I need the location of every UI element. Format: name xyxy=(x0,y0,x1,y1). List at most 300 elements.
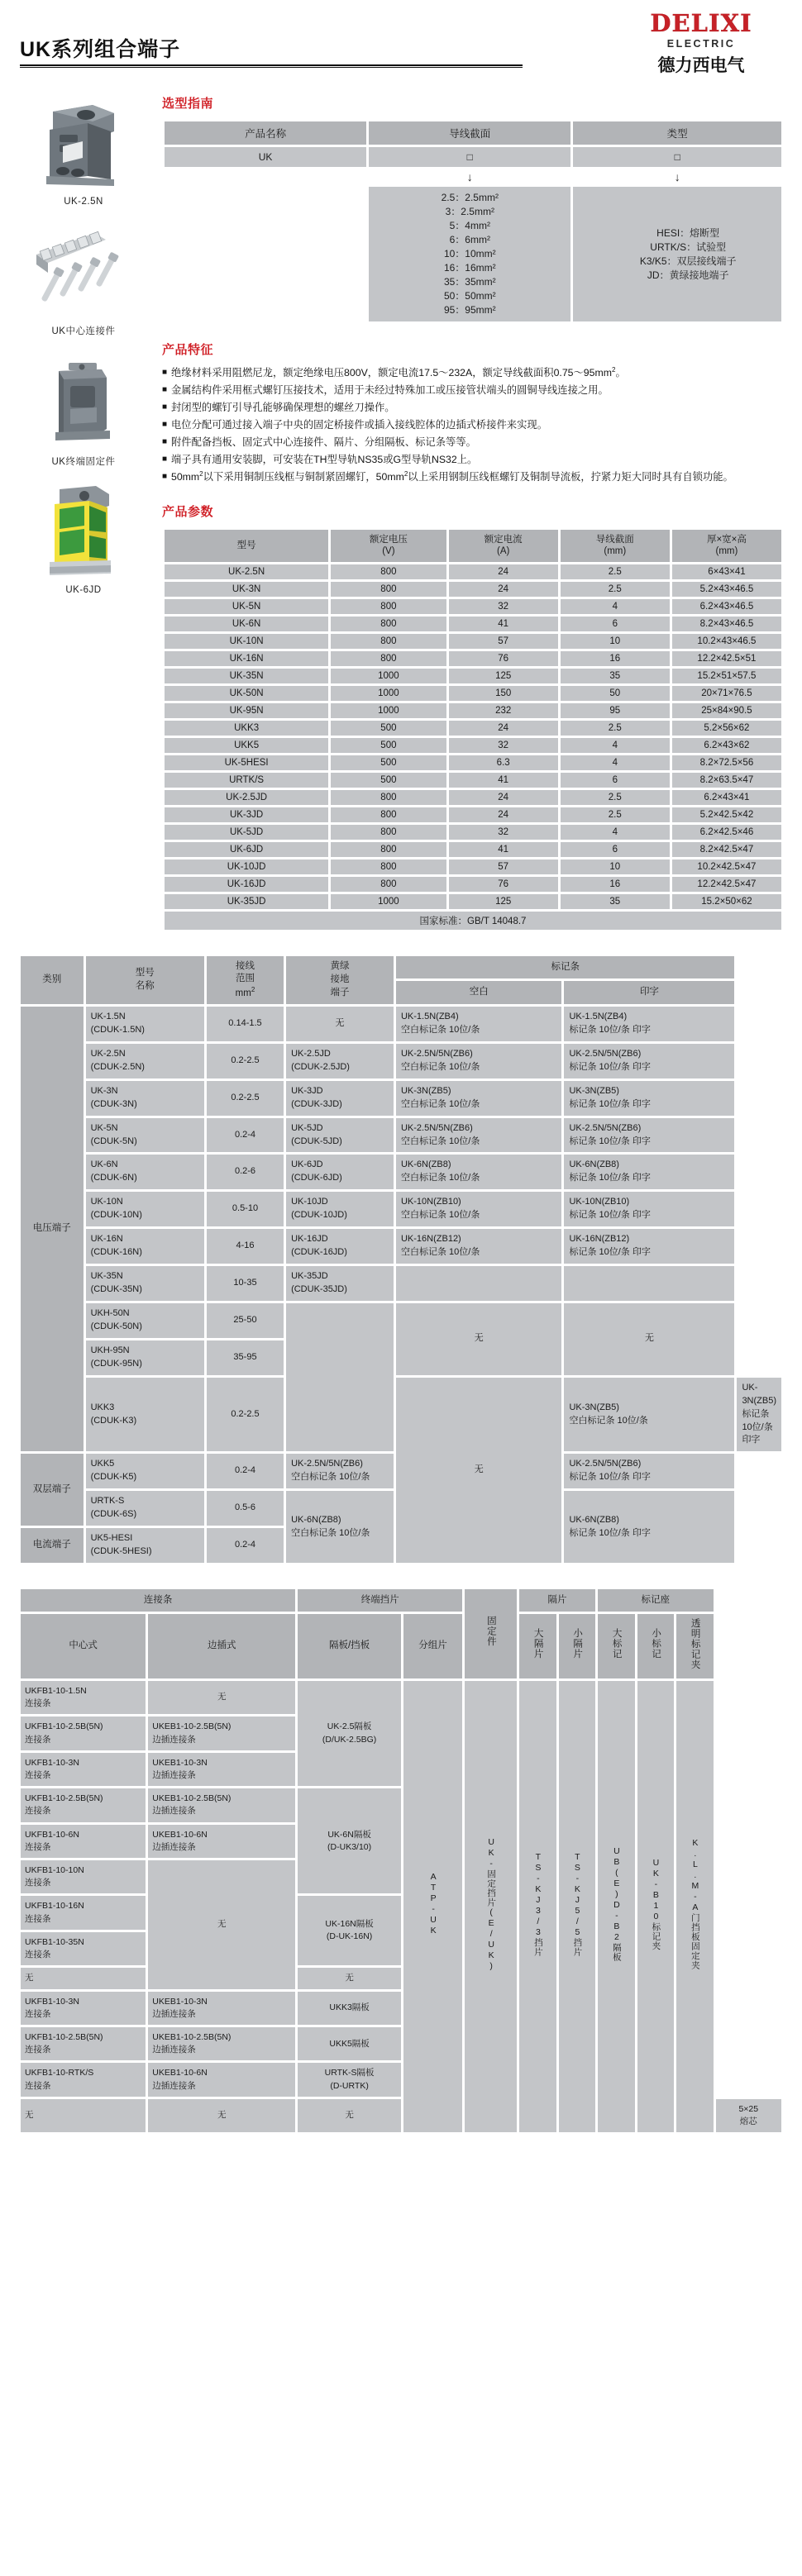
param-cell: 12.2×42.5×51 xyxy=(672,651,781,666)
table-row xyxy=(165,169,781,184)
param-cell: 95 xyxy=(561,703,670,718)
center-connector-photo-icon xyxy=(18,221,149,319)
th-marker-holder: 标记座 xyxy=(598,1589,714,1612)
table-row xyxy=(165,564,781,579)
accessory-table-section xyxy=(0,1587,802,2155)
param-cell: 4 xyxy=(561,599,670,614)
marker-blank: UK-6N(ZB8) 空白标记条 10位/条 xyxy=(396,1155,561,1189)
th-marker-strip: 标记条 xyxy=(396,956,734,979)
param-cell: 25×84×90.5 xyxy=(672,703,781,718)
content-column xyxy=(149,94,784,949)
model-name: UK-1.5N (CDUK-1.5N) xyxy=(86,1007,204,1041)
wire-range: 0.2-2.5 xyxy=(207,1044,284,1078)
fixing-part-spec: UK-固定挡片(E/UK) xyxy=(465,1681,517,2132)
spacer-cell xyxy=(165,169,366,184)
marker-printed: UK-2.5N/5N(ZB6) 标记条 10位/条 印字 xyxy=(564,1118,734,1153)
ground-terminal xyxy=(286,1303,394,1451)
marker-blank: UK-2.5N/5N(ZB6) 空白标记条 10位/条 xyxy=(286,1454,394,1488)
brand-subtitle: ELECTRIC xyxy=(666,38,736,50)
connector-side-model: 无 xyxy=(148,2099,295,2132)
model-name: UK-5N (CDUK-5N) xyxy=(86,1118,204,1153)
connector-side-model: UKEB1-10-3N 边插连接条 xyxy=(148,1992,295,2025)
ground-terminal: UK-5JD (CDUK-5JD) xyxy=(286,1118,394,1153)
wire-range: 0.2-4 xyxy=(207,1454,284,1488)
feature-item: ■ 附件配备挡板、固定式中心连接件、隔片、分组隔板、标记条等等。 xyxy=(162,436,476,448)
model-name: UKH-95N (CDUK-95N) xyxy=(86,1340,204,1375)
param-cell: 10.2×42.5×47 xyxy=(672,859,781,874)
param-cell: UK-6N xyxy=(165,617,328,631)
marker-blank: UK-1.5N(ZB4) 空白标记条 10位/条 xyxy=(396,1007,561,1041)
terminal-category: 双层端子 xyxy=(21,1454,84,1526)
product-caption: UK终端固定件 xyxy=(51,457,116,467)
spacer-cell xyxy=(165,187,366,321)
th-ground-terminal: 黄绿 接地 端子 xyxy=(286,956,394,1004)
param-cell: 800 xyxy=(331,634,446,649)
param-cell: UK-2.5JD xyxy=(165,790,328,805)
terminal-category: 电压端子 xyxy=(21,1007,84,1451)
terminal-block-photo-icon xyxy=(18,94,149,192)
model-name: UKK3 (CDUK-K3) xyxy=(86,1378,204,1452)
param-cell: 1000 xyxy=(331,686,446,701)
param-cell: UK-10JD xyxy=(165,859,328,874)
th-marker-printed: 印字 xyxy=(564,981,734,1004)
table-row xyxy=(165,721,781,736)
param-cell: 41 xyxy=(449,842,558,857)
connector-center-model: 无 xyxy=(21,1968,146,1988)
param-cell: UK-95N xyxy=(165,703,328,718)
model-name: URTK-S (CDUK-6S) xyxy=(86,1491,204,1526)
param-cell: UKK5 xyxy=(165,738,328,753)
model-name: UK-6N (CDUK-6N) xyxy=(86,1155,204,1189)
feature-item: ■ $50mm^2$以下采用铜制压线框与铜制紧固螺钉，$50mm^2$以上采用钢制压线框螺钉及铜制导流板，拧紧力矩大同时具有自锁功能。 xyxy=(162,469,733,483)
th-big-marker: 大标记 xyxy=(598,1614,635,1678)
model-name: UK5-HESI (CDUK-5HESI) xyxy=(86,1528,204,1563)
wire-range: 25-50 xyxy=(207,1303,284,1338)
param-cell: 41 xyxy=(449,773,558,788)
param-cell: 4 xyxy=(561,755,670,770)
param-cell: UK-16N xyxy=(165,651,328,666)
table-row xyxy=(165,121,781,145)
connector-center-model: UKFB1-10-35N 连接条 xyxy=(21,1932,146,1965)
marker-printed: UK-3N(ZB5) 标记条 10位/条 印字 xyxy=(564,1081,734,1116)
param-cell: 5.2×43×46.5 xyxy=(672,582,781,597)
marker-blank xyxy=(396,1266,561,1301)
table-row xyxy=(165,877,781,892)
parameters-table xyxy=(162,527,784,932)
param-cell: 500 xyxy=(331,738,446,753)
product-caption: UK中心连接件 xyxy=(51,326,116,336)
param-cell: 6.2×43×62 xyxy=(672,738,781,753)
selection-guide-title: 选型指南 xyxy=(162,97,214,111)
table-row xyxy=(165,582,781,597)
param-cell: 50 xyxy=(561,686,670,701)
connector-center-model: UKFB1-10-10N 连接条 xyxy=(21,1860,146,1893)
th-category: 类别 xyxy=(21,956,84,1004)
connector-side-model: UKEB1-10-6N 边插连接条 xyxy=(148,2063,295,2096)
th-marker-blank: 空白 xyxy=(396,981,561,1004)
th-model: 型号 名称 xyxy=(86,956,204,1004)
th-wire-range: 接线 范围 $mm^2$ xyxy=(207,956,284,1004)
param-cell: 2.5 xyxy=(561,807,670,822)
barrier-plate-model: UK-16N隔板 (D-UK-16N) xyxy=(298,1896,401,1965)
param-cell: 6.2×43×41 xyxy=(672,790,781,805)
param-cell: 24 xyxy=(449,721,558,736)
legend-line: 16：16mm² xyxy=(443,262,496,274)
table-row xyxy=(165,755,781,770)
wire-range: 10-35 xyxy=(207,1266,284,1301)
marker-blank: UK-3N(ZB5) 空白标记条 10位/条 xyxy=(396,1081,561,1116)
page-header xyxy=(0,0,802,79)
bullet-icon: ■ xyxy=(162,385,168,395)
terminal-table xyxy=(18,954,784,1565)
barrier-plate-model: 无 xyxy=(298,2099,401,2132)
th-small-marker: 小标记 xyxy=(637,1614,675,1678)
connector-side-model: UKEB1-10-2.5B(5N) 边插连接条 xyxy=(148,2027,295,2060)
table-row xyxy=(165,147,781,167)
connector-center-model: 无 xyxy=(21,2099,146,2132)
content-body xyxy=(0,79,802,949)
param-cell: 24 xyxy=(449,807,558,822)
guide-value-wire: □ xyxy=(369,147,570,167)
connector-side-model: UKEB1-10-3N 边插连接条 xyxy=(148,1753,295,1786)
legend-line: 2.5：2.5mm² xyxy=(441,192,499,203)
connector-center-model: UKFB1-10-3N 连接条 xyxy=(21,1753,146,1786)
param-cell: 1000 xyxy=(331,669,446,683)
param-cell: 6.3 xyxy=(449,755,558,770)
table-row xyxy=(21,1681,781,1714)
features-title: 产品特征 xyxy=(162,343,214,358)
param-cell: 8.2×43×46.5 xyxy=(672,617,781,631)
param-cell: 2.5 xyxy=(561,790,670,805)
legend-line: JD：黄绿接地端子 xyxy=(647,269,729,281)
table-row xyxy=(21,1044,781,1078)
param-cell: UK-5N xyxy=(165,599,328,614)
param-cell: 12.2×42.5×47 xyxy=(672,877,781,892)
param-cell: UK-3JD xyxy=(165,807,328,822)
table-row xyxy=(165,807,781,822)
product-figure xyxy=(18,352,149,468)
brand-wordmark: DELIXI xyxy=(650,9,752,37)
param-cell: UK-16JD xyxy=(165,877,328,892)
table-row xyxy=(165,634,781,649)
legend-line: 3：2.5mm² xyxy=(445,206,494,218)
accessory-table xyxy=(18,1587,784,2135)
param-cell: UK-2.5N xyxy=(165,564,328,579)
product-image-column xyxy=(18,94,149,949)
group-piece-spec: ATP-UK xyxy=(403,1681,462,2132)
table-row xyxy=(21,1229,781,1264)
wire-range: 4-16 xyxy=(207,1229,284,1264)
terminal-category: 电流端子 xyxy=(21,1528,84,1563)
barrier-plate-model: UK-2.5隔板 (D/UK-2.5BG) xyxy=(298,1681,401,1786)
th-big-separator: 大隔片 xyxy=(519,1614,556,1678)
param-cell: UK-5HESI xyxy=(165,755,328,770)
table-row xyxy=(165,669,781,683)
table-row xyxy=(21,1303,781,1338)
model-name: UKK5 (CDUK-K5) xyxy=(86,1454,204,1488)
connector-side-model: 无 xyxy=(148,1681,295,1714)
marker-printed: UK-16N(ZB12) 标记条 10位/条 印字 xyxy=(564,1229,734,1264)
connector-side-model: UKEB1-10-6N 边插连接条 xyxy=(148,1825,295,1858)
product-figure xyxy=(18,483,149,595)
param-cell: UK-5JD xyxy=(165,825,328,840)
table-row xyxy=(21,1378,781,1452)
param-cell: 800 xyxy=(331,842,446,857)
small-separator-spec: TS-KJ5/5挡片 xyxy=(559,1681,596,2132)
marker-printed: UK-6N(ZB8) 标记条 10位/条 印字 xyxy=(564,1155,734,1189)
param-cell: 500 xyxy=(331,773,446,788)
table-row xyxy=(165,842,781,857)
param-cell: 20×71×76.5 xyxy=(672,686,781,701)
param-cell: 10 xyxy=(561,859,670,874)
table-row xyxy=(165,187,781,321)
table-row xyxy=(165,651,781,666)
bullet-icon: ■ xyxy=(162,368,168,378)
param-cell: 16 xyxy=(561,877,670,892)
wire-range: 0.14-1.5 xyxy=(207,1007,284,1041)
clear-marker-clip-spec: K.L.M-A门挡板固定夹 xyxy=(676,1681,714,2132)
param-cell: 15.2×50×62 xyxy=(672,894,781,909)
param-cell: 32 xyxy=(449,599,558,614)
marker-blank: UK-2.5N/5N(ZB6) 空白标记条 10位/条 xyxy=(396,1044,561,1078)
marker-blank: UK-16N(ZB12) 空白标记条 10位/条 xyxy=(396,1229,561,1264)
wire-range: 0.2-2.5 xyxy=(207,1081,284,1116)
param-cell: 24 xyxy=(449,564,558,579)
param-cell: 32 xyxy=(449,825,558,840)
marker-printed: UK-10N(ZB10) 标记条 10位/条 印字 xyxy=(564,1192,734,1226)
connector-center-model: UKFB1-10-6N 连接条 xyxy=(21,1825,146,1858)
feature-item: ■ 端子具有通用安装脚，可安装在TH型导轨NS35或G型导轨NS32上。 xyxy=(162,453,478,465)
param-cell: 24 xyxy=(449,790,558,805)
param-cell: 8.2×72.5×56 xyxy=(672,755,781,770)
table-row xyxy=(21,1155,781,1189)
model-name: UK-10N (CDUK-10N) xyxy=(86,1192,204,1226)
table-row xyxy=(21,1192,781,1226)
th-fixing-part: 固定件 xyxy=(465,1589,517,1678)
table-row xyxy=(165,790,781,805)
param-cell: 2.5 xyxy=(561,582,670,597)
connector-side-model: UKEB1-10-2.5B(5N) 边插连接条 xyxy=(148,1788,295,1821)
param-cell: UK-10N xyxy=(165,634,328,649)
brand-chinese-name: 德力西电气 xyxy=(657,56,745,75)
param-cell: 800 xyxy=(331,859,446,874)
param-cell: 41 xyxy=(449,617,558,631)
param-cell: 2.5 xyxy=(561,721,670,736)
connector-center-model: UKFB1-10-2.5B(5N) 连接条 xyxy=(21,1788,146,1821)
param-cell: 500 xyxy=(331,721,446,736)
th-group-piece: 分组片 xyxy=(403,1614,462,1678)
wire-range: 0.2-6 xyxy=(207,1155,284,1189)
page-title: UK系列组合端子 xyxy=(20,38,181,61)
param-cell: 500 xyxy=(331,755,446,770)
param-cell: 800 xyxy=(331,877,446,892)
model-name: UKH-50N (CDUK-50N) xyxy=(86,1303,204,1338)
marker-printed: UK-1.5N(ZB4) 标记条 10位/条 印字 xyxy=(564,1007,734,1041)
wire-range: 0.5-6 xyxy=(207,1491,284,1526)
ground-terminal: UK-2.5JD (CDUK-2.5JD) xyxy=(286,1044,394,1078)
terminal-table-section xyxy=(0,954,802,1565)
table-row xyxy=(165,894,781,909)
ground-terminal: UK-10JD (CDUK-10JD) xyxy=(286,1192,394,1226)
param-col-header: 导线截面 (mm) xyxy=(561,530,670,562)
feature-item: ■ 金属结构件采用框式螺钉压接技术，适用于未经过特殊加工或压接管状端头的圆铜导线连接之用。 xyxy=(162,384,609,397)
param-cell: 6 xyxy=(561,617,670,631)
param-cell: 57 xyxy=(449,634,558,649)
legend-line: 10：10mm² xyxy=(443,248,496,260)
marker-printed: UK-3N(ZB5) 标记条 10位/条 印字 xyxy=(737,1378,781,1452)
end-bracket-photo-icon xyxy=(18,352,149,450)
ground-terminal: UK-3JD (CDUK-3JD) xyxy=(286,1081,394,1116)
param-cell: 8.2×42.5×47 xyxy=(672,842,781,857)
guide-value-product: UK xyxy=(165,147,366,167)
connector-center-model: UKFB1-10-3N 连接条 xyxy=(21,1992,146,2025)
param-cell: 6.2×43×46.5 xyxy=(672,599,781,614)
param-col-header: 厚×宽×高 (mm) xyxy=(672,530,781,562)
param-cell: UK-3N xyxy=(165,582,328,597)
small-marker-spec: UK-B10标记夹 xyxy=(637,1681,675,2132)
features-section xyxy=(162,340,784,486)
marker-blank: UK-10N(ZB10) 空白标记条 10位/条 xyxy=(396,1192,561,1226)
wire-section-legend xyxy=(369,187,570,321)
param-cell: 6 xyxy=(561,773,670,788)
wire-range: 35-95 xyxy=(207,1340,284,1375)
parameters-section xyxy=(162,502,784,932)
wire-range: 0.2-4 xyxy=(207,1528,284,1563)
product-caption: UK-2.5N xyxy=(64,197,103,207)
th-center-type: 中心式 xyxy=(21,1614,146,1678)
param-cell: 6.2×42.5×46 xyxy=(672,825,781,840)
table-row xyxy=(165,686,781,701)
param-cell: UK-35JD xyxy=(165,894,328,909)
connector-center-model: UKFB1-10-RTK/S 连接条 xyxy=(21,2063,146,2096)
param-cell: 8.2×63.5×47 xyxy=(672,773,781,788)
param-cell: 76 xyxy=(449,651,558,666)
param-cell: 1000 xyxy=(331,894,446,909)
table-header-row xyxy=(165,530,781,562)
legend-line: 6：6mm² xyxy=(449,234,490,246)
param-cell: 10 xyxy=(561,634,670,649)
ground-terminal: 无 xyxy=(286,1007,394,1041)
model-name: UK-16N (CDUK-16N) xyxy=(86,1229,204,1264)
big-separator-spec: TS-KJ3/3挡片 xyxy=(519,1681,556,2132)
th-separator: 隔片 xyxy=(519,1589,595,1612)
features-list xyxy=(162,365,784,486)
guide-header-product: 产品名称 xyxy=(165,121,366,145)
selection-guide-table xyxy=(162,119,784,324)
table-row xyxy=(165,825,781,840)
down-arrow-icon: ↓ xyxy=(466,170,473,183)
model-name: UK-2.5N (CDUK-2.5N) xyxy=(86,1044,204,1078)
th-connector-bar: 连接条 xyxy=(21,1589,295,1612)
param-cell: 1000 xyxy=(331,703,446,718)
param-cell: 76 xyxy=(449,877,558,892)
legend-line: 5：4mm² xyxy=(449,220,490,232)
feature-item: ■ 电位分配可通过接入端子中央的固定桥接件或插入接线腔体的边插式桥接件来实现。 xyxy=(162,419,547,431)
selection-guide-section xyxy=(162,94,784,324)
param-cell: 800 xyxy=(331,651,446,666)
table-header-row xyxy=(21,1614,781,1678)
param-cell: UK-35N xyxy=(165,669,328,683)
wire-range: 0.2-4 xyxy=(207,1118,284,1153)
table-row xyxy=(21,1266,781,1301)
feature-item: ■ 封闭型的螺钉引导孔能够确保理想的螺丝刀操作。 xyxy=(162,402,395,414)
param-cell: 800 xyxy=(331,564,446,579)
ground-terminal-photo-icon xyxy=(18,483,149,580)
brand-logo xyxy=(618,9,784,77)
fuse-core-spec: 5×25 熔芯 xyxy=(716,2099,781,2132)
bullet-icon: ■ xyxy=(162,420,168,430)
param-cell: 800 xyxy=(331,617,446,631)
parameters-title: 产品参数 xyxy=(162,504,214,519)
barrier-plate-model: UKK5隔板 xyxy=(298,2027,401,2060)
legend-line: K3/K5：双层接线端子 xyxy=(639,255,737,267)
th-small-separator: 小隔片 xyxy=(559,1614,596,1678)
param-cell: 125 xyxy=(449,894,558,909)
ground-terminal: UK-6JD (CDUK-6JD) xyxy=(286,1155,394,1189)
marker-printed: UK-2.5N/5N(ZB6) 标记条 10位/条 印字 xyxy=(564,1454,734,1488)
bullet-icon: ■ xyxy=(162,437,168,446)
marker-printed: UK-2.5N/5N(ZB6) 标记条 10位/条 印字 xyxy=(564,1044,734,1078)
param-cell: 6×43×41 xyxy=(672,564,781,579)
param-cell: 5.2×42.5×42 xyxy=(672,807,781,822)
marker-printed xyxy=(564,1266,734,1301)
marker-blank: UK-3N(ZB5) 空白标记条 10位/条 xyxy=(564,1378,734,1452)
product-figure xyxy=(18,221,149,337)
wire-range: 0.2-2.5 xyxy=(207,1378,284,1452)
big-marker-spec: UB(E)D-B2隔板 xyxy=(598,1681,635,2132)
table-header-row xyxy=(21,1589,781,1612)
param-cell: 4 xyxy=(561,738,670,753)
param-cell: 24 xyxy=(449,582,558,597)
ground-terminal: 无 xyxy=(396,1378,561,1563)
marker-blank: UK-2.5N/5N(ZB6) 空白标记条 10位/条 xyxy=(396,1118,561,1153)
table-row xyxy=(165,859,781,874)
down-arrow-icon: ↓ xyxy=(674,170,680,183)
marker-printed: UK-6N(ZB8) 标记条 10位/条 印字 xyxy=(564,1491,734,1563)
table-row xyxy=(165,773,781,788)
table-row xyxy=(21,1081,781,1116)
table-row xyxy=(165,617,781,631)
param-col-header: 额定电流 (A) xyxy=(449,530,558,562)
param-cell: 15.2×51×57.5 xyxy=(672,669,781,683)
ground-terminal: UK-16JD (CDUK-16JD) xyxy=(286,1229,394,1264)
param-cell: 35 xyxy=(561,669,670,683)
param-col-header: 额定电压 (V) xyxy=(331,530,446,562)
barrier-plate-model: 无 xyxy=(298,1968,401,1988)
bullet-icon: ■ xyxy=(162,471,168,481)
th-clear-marker-clip: 透明标记夹 xyxy=(676,1614,714,1678)
param-col-header: 型号 xyxy=(165,530,328,562)
product-caption: UK-6JD xyxy=(65,585,102,595)
connector-center-model: UKFB1-10-1.5N 连接条 xyxy=(21,1681,146,1714)
table-row xyxy=(165,599,781,614)
ground-terminal: UK-35JD (CDUK-35JD) xyxy=(286,1266,394,1301)
table-row xyxy=(165,703,781,718)
th-side-type: 边插式 xyxy=(148,1614,295,1678)
type-legend xyxy=(573,187,781,321)
param-cell: 16 xyxy=(561,651,670,666)
param-cell: 4 xyxy=(561,825,670,840)
param-cell: 6 xyxy=(561,842,670,857)
param-cell: 35 xyxy=(561,894,670,909)
table-row xyxy=(21,1007,781,1041)
param-cell: 150 xyxy=(449,686,558,701)
th-end-plate: 终端挡片 xyxy=(298,1589,462,1612)
barrier-plate-model: URTK-S隔板 (D-URTK) xyxy=(298,2063,401,2096)
param-cell: UK-6JD xyxy=(165,842,328,857)
param-cell: 32 xyxy=(449,738,558,753)
model-name: UK-3N (CDUK-3N) xyxy=(86,1081,204,1116)
